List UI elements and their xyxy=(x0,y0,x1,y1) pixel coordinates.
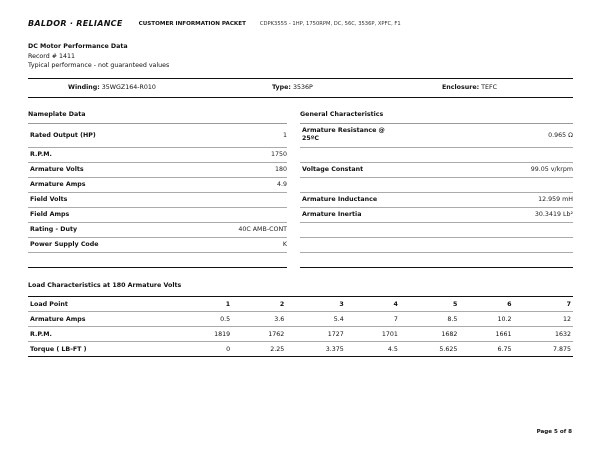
load-table xyxy=(28,296,573,357)
nameplate-row xyxy=(28,223,287,238)
load-point-header: 6 xyxy=(459,297,513,312)
table-cell: 1762 xyxy=(232,327,286,342)
table-cell: 5.4 xyxy=(286,312,346,327)
divider-top xyxy=(28,78,573,79)
table-cell: 1727 xyxy=(286,327,346,342)
general-row xyxy=(300,208,573,223)
table-cell: 0 xyxy=(178,342,232,357)
title-block xyxy=(28,42,169,71)
load-point-header: 2 xyxy=(232,297,286,312)
nameplate-row xyxy=(28,178,287,193)
general-row-empty xyxy=(300,253,573,268)
table-row xyxy=(28,312,573,327)
nameplate-label: Rating - Duty xyxy=(30,226,78,234)
nameplate-value: 1 xyxy=(282,131,287,139)
nameplate-row xyxy=(28,238,287,253)
load-section-title: Load Characteristics at 180 Armature Volts xyxy=(28,282,182,289)
table-cell: 2.25 xyxy=(232,342,286,357)
general-label: Armature Resistance @ 25ºC xyxy=(302,127,385,143)
type-label: Type: xyxy=(272,84,291,91)
table-cell: 10.2 xyxy=(459,312,513,327)
load-point-header: 4 xyxy=(346,297,400,312)
nameplate-header-rule xyxy=(28,123,287,124)
load-point-label: Load Point xyxy=(28,297,178,312)
load-point-header: 3 xyxy=(286,297,346,312)
general-label: Armature Inertia xyxy=(302,211,362,219)
enclosure-value: TEFC xyxy=(481,84,497,91)
table-cell: 1819 xyxy=(178,327,232,342)
general-value: 12.959 mH xyxy=(538,196,573,204)
nameplate-value: 180 xyxy=(274,166,287,174)
table-cell: 5.625 xyxy=(400,342,460,357)
general-row xyxy=(300,193,573,208)
brand-logo: BALDOR · RELIANCE xyxy=(28,19,123,28)
nameplate-row xyxy=(28,193,287,208)
table-cell: 1701 xyxy=(346,327,400,342)
row-label: R.P.M. xyxy=(28,327,178,342)
general-title: General Characteristics xyxy=(300,111,384,118)
nameplate-value: K xyxy=(282,241,287,249)
nameplate-label: Power Supply Code xyxy=(30,241,99,249)
nameplate-value: 1750 xyxy=(270,151,287,159)
nameplate-title: Nameplate Data xyxy=(28,111,86,118)
nameplate-section xyxy=(28,109,287,268)
general-label: Armature Inductance xyxy=(302,196,378,204)
nameplate-label: Field Volts xyxy=(30,196,68,204)
table-cell: 3.375 xyxy=(286,342,346,357)
table-row xyxy=(28,327,573,342)
table-cell: 12 xyxy=(513,312,573,327)
page-header xyxy=(28,19,401,28)
document-title: DC Motor Performance Data xyxy=(28,43,128,50)
record-number: Record # 1411 xyxy=(28,52,76,60)
table-cell: 6.75 xyxy=(459,342,513,357)
load-point-header: 7 xyxy=(513,297,573,312)
packet-title: CUSTOMER INFORMATION PACKET xyxy=(138,20,246,27)
general-row xyxy=(300,148,573,163)
nameplate-row xyxy=(28,163,287,178)
general-value: 0.965 Ω xyxy=(548,131,573,139)
general-row xyxy=(300,178,573,193)
table-row xyxy=(28,342,573,357)
enclosure-label: Enclosure: xyxy=(442,84,480,91)
general-row xyxy=(300,163,573,178)
table-cell: 1661 xyxy=(459,327,513,342)
general-header-rule xyxy=(300,123,573,124)
nameplate-value: 4.9 xyxy=(276,181,287,189)
winding-label: Winding: xyxy=(68,84,100,91)
nameplate-row xyxy=(28,148,287,163)
nameplate-label: R.P.M. xyxy=(30,151,52,159)
table-cell: 0.5 xyxy=(178,312,232,327)
table-cell: 3.6 xyxy=(232,312,286,327)
winding-value: 35WGZ164-R010 xyxy=(101,84,156,91)
general-section xyxy=(300,109,573,268)
nameplate-row-empty xyxy=(28,253,287,268)
general-row xyxy=(300,238,573,253)
winding-info xyxy=(68,84,156,91)
nameplate-value: 40C AMB-CONT xyxy=(238,226,287,234)
nameplate-row xyxy=(28,208,287,223)
divider-info xyxy=(28,97,573,98)
load-header-row xyxy=(28,297,573,312)
load-point-header: 1 xyxy=(178,297,232,312)
row-label: Torque ( LB-FT ) xyxy=(28,342,178,357)
table-cell: 1632 xyxy=(513,327,573,342)
load-point-header: 5 xyxy=(400,297,460,312)
type-value: 3536P xyxy=(292,84,313,91)
table-cell: 1682 xyxy=(400,327,460,342)
product-description: CDPK3555 - 1HP, 1750RPM, DC, 56C, 3536P, XPFC, F1 xyxy=(259,20,401,27)
table-cell: 7.875 xyxy=(513,342,573,357)
nameplate-label: Rated Output (HP) xyxy=(30,131,96,139)
nameplate-label: Field Amps xyxy=(30,211,70,219)
nameplate-row xyxy=(28,124,287,148)
row-label: Armature Amps xyxy=(28,312,178,327)
page-number: Page 5 of 8 xyxy=(536,429,572,435)
table-cell: 7 xyxy=(346,312,400,327)
nameplate-label: Armature Volts xyxy=(30,166,84,174)
general-label: Voltage Constant xyxy=(302,166,364,174)
disclaimer-note: Typical performance - not guaranteed values xyxy=(28,62,170,69)
enclosure-info xyxy=(442,84,497,91)
nameplate-label: Armature Amps xyxy=(30,181,86,189)
general-value: 99.05 v/krpm xyxy=(530,166,573,174)
general-row xyxy=(300,124,573,148)
general-row xyxy=(300,223,573,238)
table-cell: 4.5 xyxy=(346,342,400,357)
general-value: 30.3419 Lb² xyxy=(534,211,573,219)
table-cell: 8.5 xyxy=(400,312,460,327)
type-info xyxy=(272,84,313,91)
